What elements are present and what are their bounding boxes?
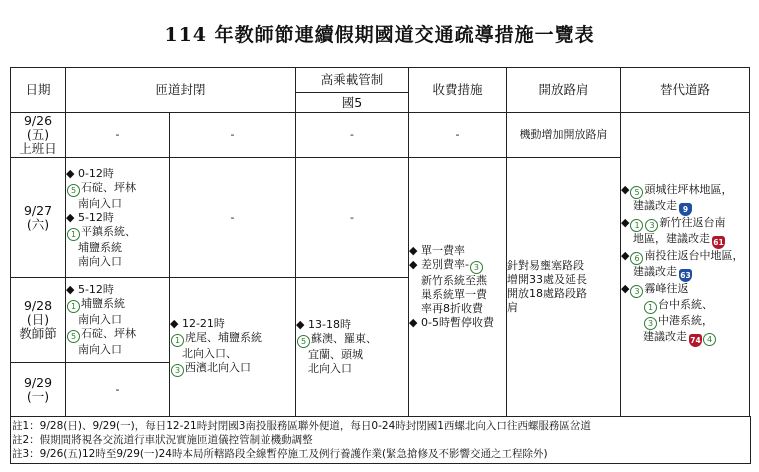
ramp-0927-a: ◆ 0-12時 5 石碇、坪林 南向入口 ◆ 5-12時 1 平鎮系統、 埔鹽系統 南向入口 [66,158,170,278]
alt-4-text: 霧峰往返 [644,281,689,295]
date-0926-note: 上班日 [19,141,57,156]
toll-item2-line4: 率再8折收費 [421,302,484,315]
ramp-0927-dir1: 南向入口 [78,196,122,210]
ramp-0928-site3: 虎尾、埔鹽系統 [185,331,262,344]
shoulder-line4: 肩 [507,301,519,314]
ramp-0928-site1: 埔鹽系統 [81,297,125,310]
ramp-0926-b: - [170,113,296,158]
hov-0926: - [296,113,409,158]
hov-0928-dir: 北向入口 [308,362,353,375]
route-5-icon: 5 [67,330,80,343]
ramp-0928-dir3: 北向入口、 [182,347,237,360]
header-toll: 收費措施 [409,68,507,113]
toll-0926: - [409,113,507,158]
date-0929-weekday: (一) [26,388,50,404]
ramp-0928-b: ◆ 12-21時 1 虎尾、埔鹽系統 北向入口、 3 西濱北向入口 [170,278,296,417]
shoulder-line2: 增開33處及延長 [507,273,588,286]
date-0926-weekday: (五) [26,127,50,142]
route-1-icon: 1 [644,301,657,314]
route-4-icon: 4 [703,333,716,346]
alt-1-text: 頭城往坪林地區， [644,182,733,196]
alt-2-suggest: 地區，建議改走 [633,231,711,245]
ramp-0928-time2: 12-21時 [181,317,225,330]
shoulder-cell [507,158,621,417]
date-0928-weekday: (日) [26,312,50,327]
alt-4-sub2: 中港系統， [658,313,714,327]
date-0929 [11,363,66,417]
ramp-0927-site1: 石碇、坪林 [81,180,136,194]
route-3-icon: 3 [470,261,483,274]
hov-0928: ◆ 13-18時 5 蘇澳、羅東、 宜蘭、頭城 北向入口 [296,278,409,417]
note-2: 註2：假期間將視各交流道行車狀況實施匝道儀控管制並機動調整 [12,434,313,446]
shoulder-0926: 機動增加開放路肩 [507,113,621,158]
hov-0928-time: 13-18時 [307,318,351,331]
alt-2-text: 新竹往返台南 [659,215,726,229]
notes-box [10,416,751,464]
hov-0928-site2: 宜蘭、頭城 [308,348,364,361]
route-6-icon: 6 [630,252,643,265]
ramp-0928-dir1: 南向入口 [78,313,122,326]
ramp-0928-time1: 5-12時 [77,283,114,296]
date-0928-note: 教師節 [19,326,57,341]
note-3: 註3：9/26(五)12時至9/29(一)24時本局所轄路段全線暫停施工及例行養護作業(緊急搶修及不影響交通之工程除外) [12,448,548,460]
toll-item2-line3: 巢系統單一費 [421,288,488,301]
toll-item2: 差別費率- [420,258,469,271]
alt-4-suggest: 建議改走 [643,329,688,343]
route-3-icon: 3 [644,317,657,330]
ramp-0927-dir2: 南向入口 [78,254,122,268]
ramp-0928-site2: 石碇、坪林 [81,327,136,340]
date-0929-day: 9/29 [23,374,53,390]
date-0927-weekday: (六) [26,216,50,232]
ramp-0928-a: ◆ 5-12時 1 埔鹽系統 南向入口 5 石碇、坪林 南向入口 [66,278,170,363]
route-3-icon: 3 [171,364,184,377]
ramp-0929-a: - [66,363,170,417]
ramp-0926-a: - [66,113,170,158]
route-5-icon: 5 [297,335,310,348]
alt-3-suggest: 建議改走 [633,264,678,278]
provincial-74-icon: 74 [690,335,701,345]
shoulder-line1: 針對易壅塞路段 [507,259,585,272]
route-3-icon: 3 [645,219,658,232]
page-title: 114 年教師節連續假期國道交通疏導措施一覽表 [164,24,595,46]
date-0928-day: 9/28 [23,298,53,313]
route-1-icon: 1 [630,219,643,232]
alt-4-sub1: 台中系統、 [658,297,714,311]
hov-0928-site1: 蘇澳、羅東、 [311,332,378,345]
route-3-icon: 3 [630,285,643,298]
route-5-icon: 5 [67,184,80,197]
ramp-0927-time1: 0-12時 [77,166,114,180]
provincial-9-icon: 9 [679,203,692,216]
ramp-0928-site4: 西濱北向入口 [185,361,251,374]
header-date: 日期 [11,68,66,113]
ramp-0927-time2: 5-12時 [77,210,114,224]
toll-item2-line2: 新竹系統至燕 [421,274,488,287]
ramp-0928-dir2: 南向入口 [78,343,122,356]
measures-table [10,67,750,417]
alt-3-text: 南投往返台中地區， [644,248,744,262]
header-ramp-closure: 匝道封閉 [66,68,296,113]
header-hov-route5: 國5 [296,93,409,113]
header-hov: 高乘載管制 [296,68,409,93]
ramp-0927-site2b: 埔鹽系統 [78,240,122,254]
toll-item1: 單一費率 [420,244,465,257]
date-0926 [11,113,66,158]
hov-0927: - [296,158,409,278]
date-0928 [11,278,66,363]
ramp-0927-site2: 平鎮系統、 [81,224,136,238]
route-1-icon: 1 [67,300,80,313]
ramp-0927-b: - [170,158,296,278]
date-0927 [11,158,66,278]
date-0926-day: 9/26 [23,113,53,128]
route-5-icon: 5 [630,186,643,199]
alt-1-suggest: 建議改走 [633,198,678,212]
date-0927-day: 9/27 [23,202,53,218]
route-1-icon: 1 [171,334,184,347]
route-1-icon: 1 [67,228,80,241]
header-alt-routes: 替代道路 [621,68,750,113]
provincial-63-icon: 63 [680,270,691,280]
shoulder-line3: 開放18處路段路 [507,287,588,300]
alt-routes-cell: ◆ 5 頭城往坪林地區， 建議改走 9 ◆ 1 3 新竹往返台南 地區，建議改走 61 ◆ 6 南投往返台中地區， 建議改走 63 ◆ 3 霧峰往返 1 台中系統、 3 中港系統， 建議改走 74 4 [621,113,750,417]
toll-measures-cell: ◆ 單一費率 ◆ 差別費率- 3 新竹系統至燕 巢系統單一費 率再8折收費 ◆ 0-5時暫停收費 [409,158,507,417]
toll-item3: 0-5時暫停收費 [420,316,494,329]
provincial-61-icon: 61 [713,237,724,247]
note-1: 註1：9/28(日)、9/29(一)，每日12-21時封閉國3南投服務區聯外便道，每日0-24時封閉國1西螺北向入口往西螺服務區岔道 [12,420,591,432]
header-shoulder: 開放路肩 [507,68,621,113]
